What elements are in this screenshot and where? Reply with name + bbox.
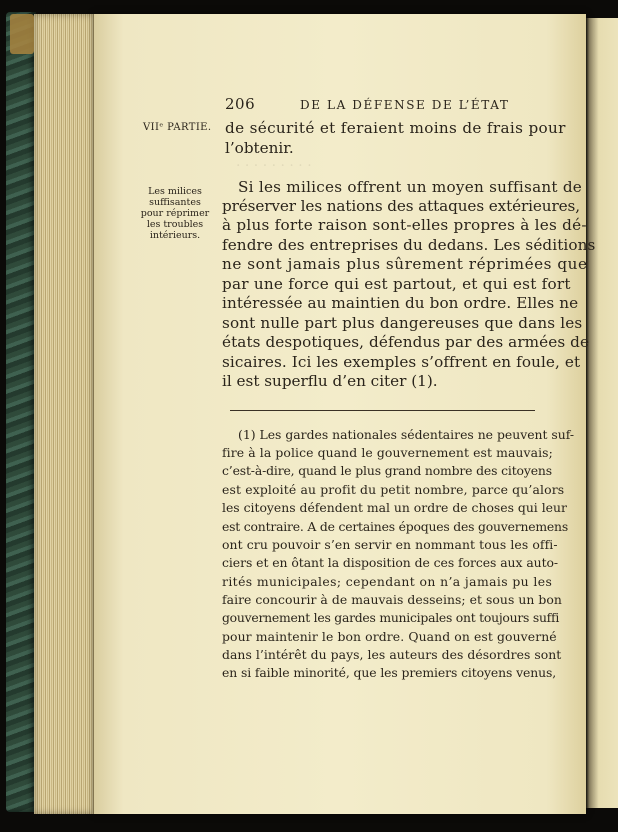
footnote-line: est exploité au profit du petit nombre, parce qu’alors (222, 482, 565, 497)
page-edges-stack (34, 14, 96, 814)
body-line: par une force qui est partout, et qui est fort (222, 275, 571, 293)
body-line: de sécurité et feraient moins de frais pour (225, 119, 566, 137)
footnote-line: les citoyens défendent mal un ordre de choses qui leur (222, 500, 567, 515)
body-line: préserver les nations des attaques extérieures, (222, 197, 580, 215)
facing-page-edge (586, 18, 618, 808)
show-through-text: · · · · · · · · · (236, 158, 312, 174)
part-label: VIIᵉ PARTIE. (143, 122, 212, 133)
footnote-line: ciers et en ôtant la disposition de ces forces aux auto- (222, 555, 559, 570)
body-line: états despotiques, défendus par des armées de (222, 333, 590, 351)
footnote-line: est contraire. A de certaines époques des gouvernemens (222, 519, 568, 534)
body-line: Si les milices offrent un moyen suffisant de (238, 178, 583, 196)
footnote-line: en si faible minorité, que les premiers citoyens venus, (222, 665, 557, 680)
body-line: il est superflu d’en citer (1). (222, 372, 438, 390)
body-line: sont nulle part plus dangereuses que dans les (222, 314, 583, 332)
running-title: DE LA DÉFENSE DE L’ÉTAT (300, 98, 510, 112)
body-line: fendre des entreprises du dedans. Les séditions (222, 236, 596, 254)
margin-note-line: suffisantes (149, 197, 201, 208)
page-number: 206 (225, 95, 256, 113)
book-cover-left (6, 12, 36, 812)
margin-note-line: pour réprimer (140, 208, 210, 219)
footnote-line: rités municipales; cependant on n’a jamais pu les (222, 574, 553, 589)
body-line: ne sont jamais plus sûrement réprimées que (222, 255, 588, 273)
body-line: intéressée au maintien du bon ordre. Elles ne (222, 294, 579, 312)
footnote-line: pour maintenir le bon ordre. Quand on est gouverné (222, 629, 557, 644)
footnote-line: c’est-à-dire, quand le plus grand nombre des citoyens (222, 463, 552, 478)
body-line: l’obtenir. (225, 139, 294, 157)
footnote-line: dans l’intérêt du pays, les auteurs des désordres sont (222, 647, 562, 662)
margin-note (130, 186, 220, 241)
margin-note-line: Les milices (148, 186, 202, 197)
margin-note-line: les troubles (146, 219, 204, 230)
margin-note-line: intérieurs. (149, 230, 201, 241)
footnote-line: faire concourir à de mauvais desseins; et sous un bon (222, 592, 562, 607)
footnote-line: (1) Les gardes nationales sédentaires ne peuvent suf- (238, 427, 575, 442)
body-line: à plus forte raison sont-elles propres à les dé- (222, 216, 587, 234)
footnote-line: gouvernement les gardes municipales ont toujours suffi (222, 610, 560, 625)
footnote-line: ont cru pouvoir s’en servir en nommant tous les offi- (222, 537, 558, 552)
footnote-line: fire à la police quand le gouvernement est mauvais; (222, 445, 553, 460)
footnote-rule (230, 410, 535, 411)
body-line: sicaires. Ici les exemples s’offrent en foule, et (222, 353, 581, 371)
cover-gilt-edge (10, 14, 34, 54)
